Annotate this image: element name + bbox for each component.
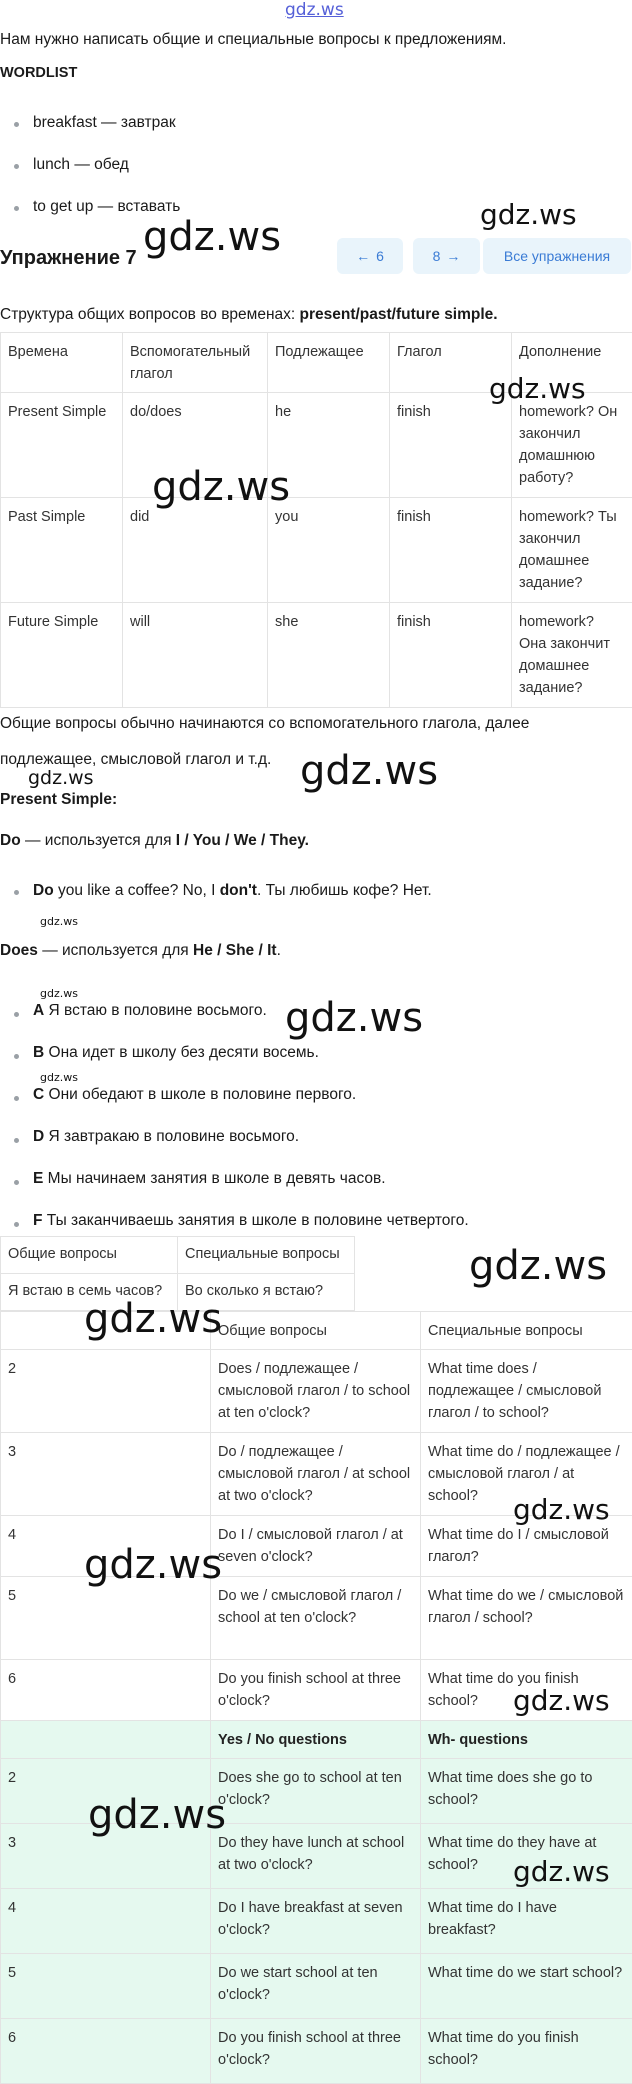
all-exercises-label: Все упражнения xyxy=(503,248,611,264)
table-row xyxy=(1,1577,632,1660)
table-header: Общие вопросы xyxy=(1,1237,178,1274)
table-cell: 6 xyxy=(1,1660,211,1721)
watermark: gdz.ws xyxy=(489,372,586,405)
table-cell: 3 xyxy=(1,1433,211,1516)
table-header: Подлежащее xyxy=(268,333,390,393)
watermark-top[interactable]: gdz.ws xyxy=(285,0,344,20)
do-example: Do you like a coffee? No, I don't. Ты любишь кофе? Нет. xyxy=(33,882,432,899)
table-cell: Я встаю в семь часов? xyxy=(1,1274,178,1311)
general-note-line1: Общие вопросы обычно начинаются со вспомогательного глагола, далее xyxy=(0,715,530,732)
table-row xyxy=(1,2019,632,2084)
watermark: gdz.ws xyxy=(285,995,424,1041)
table-header: Yes / No questions xyxy=(211,1721,421,1759)
wordlist-item: breakfast — завтрак xyxy=(33,114,176,131)
list-item: E Мы начинаем занятия в школе в девять часов. xyxy=(33,1170,386,1187)
table-header: Дополнение xyxy=(512,333,632,393)
table-cell: Do they have lunch at school at two o'clock? xyxy=(211,1824,421,1889)
bullet-icon xyxy=(14,206,19,211)
list-item: F Ты заканчиваешь занятия в школе в половине четвертого. xyxy=(33,1212,469,1229)
bullet-icon xyxy=(14,122,19,127)
table-cell: she xyxy=(268,603,390,708)
list-item: C Они обедают в школе в половине первого. xyxy=(33,1086,357,1103)
general-note-line2: подлежащее, смысловой глагол и т.д. xyxy=(0,751,272,768)
table-cell: homework? Ты закончил домашнее задание? xyxy=(512,498,632,603)
table-cell: 2 xyxy=(1,1350,211,1433)
wordlist-item: lunch — обед xyxy=(33,156,129,173)
watermark: gdz.ws xyxy=(480,198,577,231)
table-cell: Do I / смысловой глагол / at seven o'clock? xyxy=(211,1516,421,1577)
table-cell: Past Simple xyxy=(1,498,123,603)
table-row xyxy=(1,1889,632,1954)
table-cell: 6 xyxy=(1,2019,211,2084)
bullet-icon xyxy=(14,890,19,895)
watermark: gdz.ws xyxy=(40,915,78,928)
next-exercise-button[interactable] xyxy=(413,238,480,274)
does-usage: Does — используется для He / She / It. xyxy=(0,942,281,959)
table-cell: he xyxy=(268,393,390,498)
table-cell: Do we / смысловой глагол / school at ten o'clock? xyxy=(211,1577,421,1660)
table-cell: 4 xyxy=(1,1889,211,1954)
answers-table xyxy=(0,1720,632,2084)
wordlist-title: WORDLIST xyxy=(0,65,78,81)
table-cell: Do we start school at ten o'clock? xyxy=(211,1954,421,2019)
table-cell: Future Simple xyxy=(1,603,123,708)
table-cell: Present Simple xyxy=(1,393,123,498)
watermark: gdz.ws xyxy=(152,464,291,510)
table-row xyxy=(1,1954,632,2019)
bullet-icon xyxy=(14,1138,19,1143)
wordlist-item: to get up — вставать xyxy=(33,198,181,215)
present-simple-label: Present Simple: xyxy=(0,791,118,808)
table-cell: 5 xyxy=(1,1577,211,1660)
table-cell: What time do / подлежащее / смысловой глагол / at school? xyxy=(421,1433,632,1516)
table-header: Вспомогательный глагол xyxy=(123,333,268,393)
watermark: gdz.ws xyxy=(88,1792,227,1838)
table-header xyxy=(1,1721,211,1759)
table-cell: What time do you finish school? xyxy=(421,2019,632,2084)
table-row xyxy=(1,393,632,498)
bullet-icon xyxy=(14,1096,19,1101)
table-cell: What time do I / смысловой глагол? xyxy=(421,1516,632,1577)
list-item: D Я завтракаю в половине восьмого. xyxy=(33,1128,300,1145)
structure-text: Структура общих вопросов во временах: present/past/future simple. xyxy=(0,306,498,323)
table-cell: Does she go to school at ten o'clock? xyxy=(211,1759,421,1824)
watermark: gdz.ws xyxy=(143,214,282,260)
exercise-title: Упражнение 7 xyxy=(0,247,137,269)
table-cell: Do you finish school at three o'clock? xyxy=(211,1660,421,1721)
watermark: gdz.ws xyxy=(40,1071,78,1084)
table-header: Общие вопросы xyxy=(211,1312,421,1350)
table-cell: 5 xyxy=(1,1954,211,2019)
watermark: gdz.ws xyxy=(28,767,94,789)
table-header: Специальные вопросы xyxy=(178,1237,355,1274)
table-cell: What time do we / смысловой глагол / school? xyxy=(421,1577,632,1660)
all-exercises-button[interactable] xyxy=(483,238,631,274)
table-cell: will xyxy=(123,603,268,708)
bullet-icon xyxy=(14,1180,19,1185)
table-cell: Do / подлежащее / смысловой глагол / at school at two o'clock? xyxy=(211,1433,421,1516)
table-cell: What time does she go to school? xyxy=(421,1759,632,1824)
table-cell: do/does xyxy=(123,393,268,498)
arrow-right-icon: → xyxy=(446,248,461,264)
table-cell: What time do they have at school? xyxy=(421,1824,632,1889)
bullet-icon xyxy=(14,1222,19,1227)
watermark: gdz.ws xyxy=(513,1684,610,1717)
bullet-icon xyxy=(14,1012,19,1017)
list-item: A Я встаю в половине восьмого. xyxy=(33,1002,267,1019)
list-item: B Она идет в школу без десяти восемь. xyxy=(33,1044,319,1061)
table-header: Wh- questions xyxy=(421,1721,632,1759)
table-cell: did xyxy=(123,498,268,603)
watermark: gdz.ws xyxy=(469,1243,608,1289)
table-cell: 3 xyxy=(1,1824,211,1889)
table-cell: What time do you finish school? xyxy=(421,1660,632,1721)
watermark: gdz.ws xyxy=(84,1296,223,1342)
watermark: gdz.ws xyxy=(40,987,78,1000)
watermark: gdz.ws xyxy=(513,1855,610,1888)
bullet-icon xyxy=(14,164,19,169)
prev-exercise-label: 6 xyxy=(376,248,384,264)
table-cell: finish xyxy=(390,498,512,603)
table-cell: homework? Она закончит домашнее задание? xyxy=(512,603,632,708)
table-row xyxy=(1,1350,632,1433)
table-cell: finish xyxy=(390,393,512,498)
arrow-left-icon: ← xyxy=(356,248,371,264)
bullet-icon xyxy=(14,1054,19,1059)
table-cell: Do I have breakfast at seven o'clock? xyxy=(211,1889,421,1954)
watermark: gdz.ws xyxy=(513,1493,610,1526)
table-header: Специальные вопросы xyxy=(421,1312,632,1350)
table-cell: 4 xyxy=(1,1516,211,1577)
table-cell: Do you finish school at three o'clock? xyxy=(211,2019,421,2084)
table-cell: finish xyxy=(390,603,512,708)
table-cell: Does / подлежащее / смысловой глагол / to school at ten o'clock? xyxy=(211,1350,421,1433)
table-row xyxy=(1,603,632,708)
table-cell: 2 xyxy=(1,1759,211,1824)
table-cell: What time do we start school? xyxy=(421,1954,632,2019)
prev-exercise-button[interactable] xyxy=(337,238,403,274)
table-header: Глагол xyxy=(390,333,512,393)
watermark: gdz.ws xyxy=(300,748,439,794)
table-cell: What time does / подлежащее / смысловой глагол / to school? xyxy=(421,1350,632,1433)
table-cell: What time do I have breakfast? xyxy=(421,1889,632,1954)
do-usage: Do — используется для I / You / We / They. xyxy=(0,832,309,849)
next-exercise-label: 8 xyxy=(432,248,441,264)
table-row xyxy=(1,498,632,603)
table-cell: homework? Он закончил домашнюю работу? xyxy=(512,393,632,498)
table-cell: you xyxy=(268,498,390,603)
table-cell: Во сколько я встаю? xyxy=(178,1274,355,1311)
intro-text: Нам нужно написать общие и специальные вопросы к предложениям. xyxy=(0,31,507,48)
table-header: Времена xyxy=(1,333,123,393)
watermark: gdz.ws xyxy=(84,1542,223,1588)
